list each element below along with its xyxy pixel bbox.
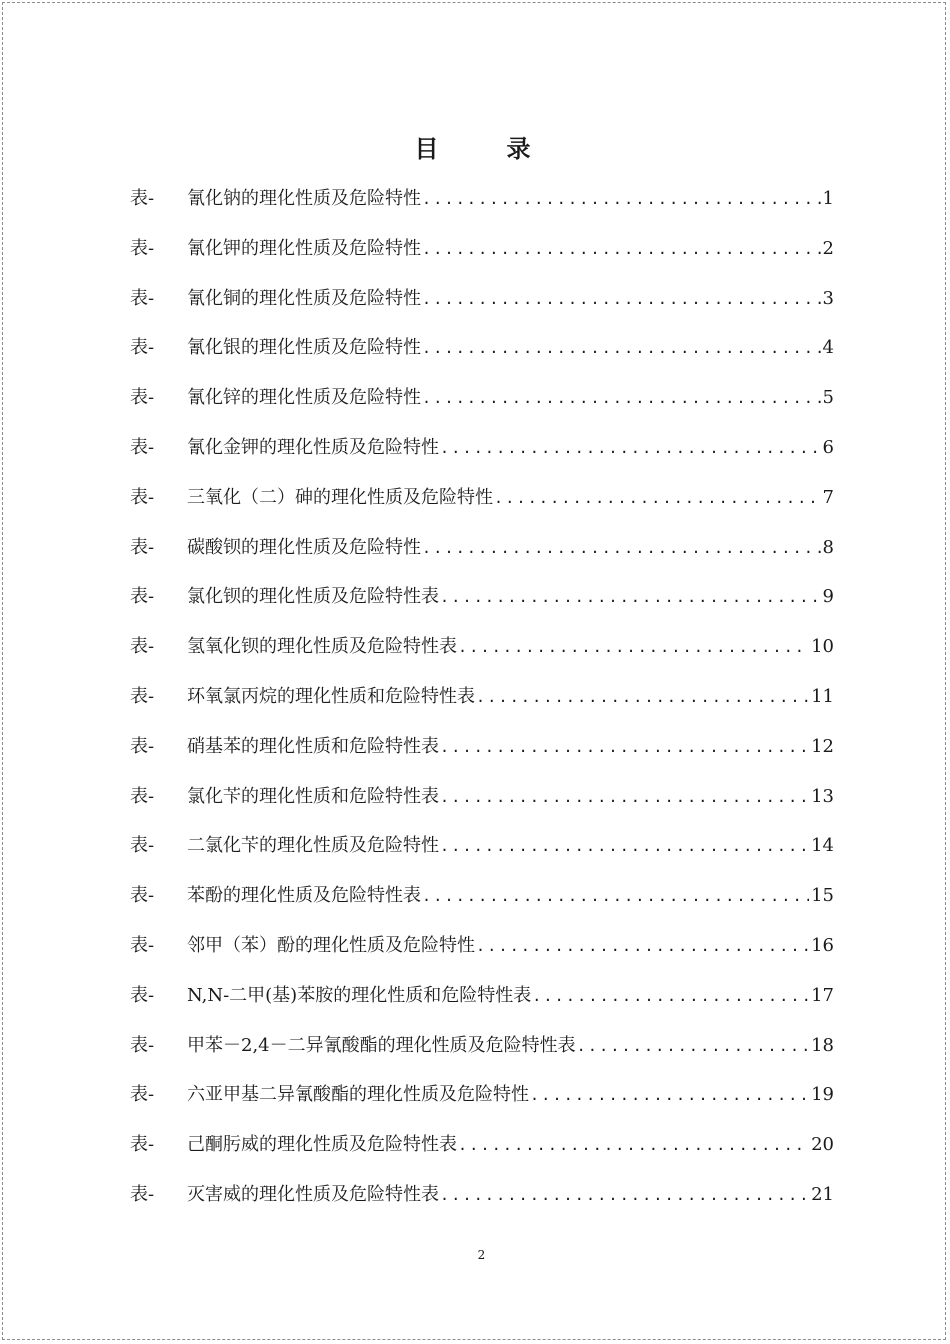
toc-entry[interactable] [130,180,834,230]
toc-entry-prefix: 表- [130,237,155,259]
toc-dot-leader [421,329,821,367]
toc-entry-page: 18 [811,1034,834,1056]
toc-entry-label: 氰化银的理化性质及危险特性 [187,337,421,359]
toc-entry-prefix: 表- [130,735,155,757]
toc-entry-prefix: 表- [130,785,155,807]
toc-entry-label: 邻甲（苯）酚的理化性质及危险特性 [187,934,475,956]
toc-dot-leader [529,1076,809,1114]
toc-entry[interactable] [130,678,834,728]
toc-entry-label: 氰化钠的理化性质及危险特性 [187,188,421,209]
page-title: 目 录 [414,135,553,163]
toc-entry[interactable] [130,1076,834,1126]
toc-entry-label: 硝基苯的理化性质和危险特性表 [187,735,439,757]
toc-entry[interactable] [130,927,834,977]
toc-entry-prefix: 表- [130,387,155,409]
toc-entry[interactable] [130,479,834,529]
toc-entry[interactable] [130,977,834,1027]
toc-entry-page: 4 [822,337,834,359]
toc-entry-label: 己酮肟威的理化性质及危险特性表 [187,1134,457,1156]
toc-entry-label: 氰化金钾的理化性质及危险特性 [187,436,439,458]
table-of-contents [130,180,834,1226]
toc-dot-leader [475,927,809,965]
toc-entry[interactable] [130,628,834,678]
toc-dot-leader [439,1176,809,1214]
page-number: 2 [477,1248,486,1262]
toc-dot-leader [421,180,821,218]
toc-entry-prefix: 表- [130,536,155,558]
toc-entry-page: 14 [811,835,834,857]
toc-entry-page: 16 [811,934,834,956]
toc-entry-prefix: 表- [130,188,155,209]
toc-dot-leader [421,379,821,417]
toc-entry-label: 灭害威的理化性质及危险特性表 [187,1183,439,1205]
toc-entry-page: 8 [822,536,834,558]
toc-entry-label: 环氧氯丙烷的理化性质和危险特性表 [187,685,475,707]
toc-entry-page: 20 [811,1134,834,1156]
toc-entry-label: 苯酚的理化性质及危险特性表 [187,885,421,907]
toc-entry-label: 氯化钡的理化性质及危险特性表 [187,586,439,608]
toc-dot-leader [421,877,809,915]
toc-entry-prefix: 表- [130,636,155,658]
toc-entry[interactable] [130,827,834,877]
toc-entry[interactable] [130,778,834,828]
toc-entry-label: 三氧化（二）砷的理化性质及危险特性 [187,486,493,508]
toc-entry[interactable] [130,329,834,379]
toc-entry[interactable] [130,429,834,479]
toc-entry-prefix: 表- [130,934,155,956]
toc-entry-page: 2 [822,237,834,259]
toc-dot-leader [439,827,809,865]
toc-entry-label: 氰化锌的理化性质及危险特性 [187,387,421,409]
toc-dot-leader [439,578,821,616]
toc-entry-page: 1 [822,188,834,209]
toc-entry-page: 10 [811,636,834,658]
toc-entry-page: 19 [811,1084,834,1106]
toc-entry-prefix: 表- [130,1183,155,1205]
toc-entry-page: 17 [811,984,834,1006]
toc-entry[interactable] [130,280,834,330]
toc-entry-prefix: 表- [130,287,155,309]
toc-entry-label: 甲苯－2,4－二异氰酸酯的理化性质及危险特性表 [187,1034,576,1056]
toc-entry-prefix: 表- [130,1084,155,1106]
toc-entry[interactable] [130,379,834,429]
toc-entry[interactable] [130,728,834,778]
toc-dot-leader [531,977,809,1015]
toc-entry[interactable] [130,1027,834,1077]
toc-entry-prefix: 表- [130,835,155,857]
toc-dot-leader [439,728,809,766]
toc-dot-leader [493,479,821,517]
toc-entry[interactable] [130,230,834,280]
toc-entry-label: N,N-二甲(基)苯胺的理化性质和危险特性表 [187,984,532,1006]
toc-entry-page: 13 [811,785,834,807]
toc-entry-prefix: 表- [130,486,155,508]
toc-entry-prefix: 表- [130,885,155,907]
toc-entry-page: 9 [822,586,834,608]
toc-entry-prefix: 表- [130,1134,155,1156]
toc-entry-label: 氰化钾的理化性质及危险特性 [187,237,421,259]
toc-entry-prefix: 表- [130,436,155,458]
toc-entry[interactable] [130,529,834,579]
toc-entry-label: 氰化铜的理化性质及危险特性 [187,287,421,309]
toc-entry-prefix: 表- [130,586,155,608]
toc-entry-prefix: 表- [130,984,155,1006]
toc-entry-page: 5 [822,387,834,409]
toc-entry-page: 7 [822,486,834,508]
toc-entry-label: 氯化苄的理化性质和危险特性表 [187,785,439,807]
toc-entry-label: 氢氧化钡的理化性质及危险特性表 [187,636,457,658]
toc-entry-page: 11 [811,685,834,707]
toc-dot-leader [475,678,809,716]
toc-entry-label: 六亚甲基二异氰酸酯的理化性质及危险特性 [187,1084,529,1106]
toc-dot-leader [457,1126,809,1164]
toc-entry-page: 3 [822,287,834,309]
toc-entry-prefix: 表- [130,685,155,707]
toc-entry-page: 6 [822,436,834,458]
toc-entry-page: 21 [811,1183,834,1205]
toc-entry-prefix: 表- [130,1034,155,1056]
toc-dot-leader [457,628,809,666]
toc-dot-leader [439,778,809,816]
toc-entry[interactable] [130,578,834,628]
toc-dot-leader [439,429,821,467]
toc-entry-page: 15 [811,885,834,907]
toc-entry-prefix: 表- [130,337,155,359]
toc-entry[interactable] [130,1126,834,1176]
toc-entry[interactable] [130,1176,834,1226]
toc-entry-label: 二氯化苄的理化性质及危险特性 [187,835,439,857]
toc-dot-leader [576,1027,809,1065]
toc-dot-leader [421,280,821,318]
toc-entry-label: 碳酸钡的理化性质及危险特性 [187,536,421,558]
toc-entry-page: 12 [811,735,834,757]
toc-dot-leader [421,230,821,268]
toc-dot-leader [421,529,821,567]
toc-entry[interactable] [130,877,834,927]
